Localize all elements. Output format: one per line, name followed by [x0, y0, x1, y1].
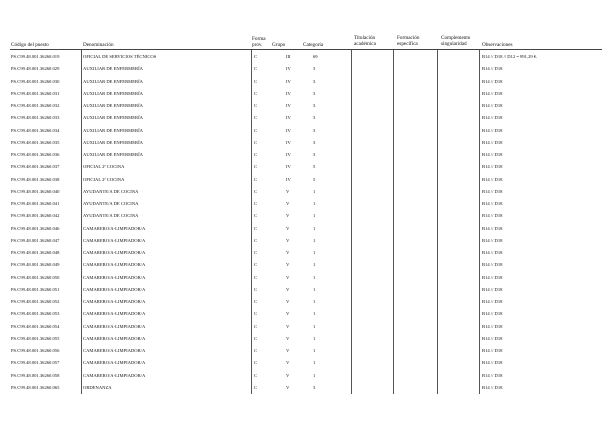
table-row — [0, 79, 615, 91]
observations-text: B14 // D18 — [482, 103, 503, 108]
provision-form: C — [254, 335, 258, 341]
position-code: PS.C99.48.001.36260.035 — [11, 139, 60, 145]
table-row — [0, 311, 615, 323]
position-name: AYUDANTE/A DE COCINA — [83, 213, 139, 219]
category-value: 1 — [313, 237, 316, 243]
provision-form: C — [254, 164, 258, 170]
position-name: AYUDANTE/A DE COCINA — [83, 201, 139, 206]
group-value: V — [286, 225, 290, 231]
provision-form: C — [254, 299, 258, 304]
position-name: AUXILIAR DE ENFERMERÍA — [83, 103, 143, 108]
position-code: PS.C99.48.001.36260.037 — [11, 164, 60, 170]
provision-form: C — [254, 237, 258, 243]
observations-text: B14 // D18 — [482, 262, 503, 268]
position-name: AUXILIAR DE ENFERMERÍA — [83, 115, 143, 121]
category-value: 3 — [313, 90, 316, 96]
observations-text: B14 // D18 — [482, 348, 503, 353]
group-value: III — [286, 54, 291, 59]
position-code: PS.C99.48.001.36260.030 — [11, 78, 60, 84]
table-row — [0, 299, 615, 311]
provision-form: C — [254, 152, 258, 157]
position-code: PS.C99.48.001.36260.048 — [11, 250, 60, 255]
group-value: IV — [286, 115, 291, 121]
group-value: V — [286, 201, 290, 206]
category-value: 1 — [313, 311, 316, 317]
position-code: PS.C99.48.001.36260.058 — [11, 372, 60, 378]
group-value: V — [286, 262, 290, 268]
observations-text: B14 // D18 — [482, 139, 503, 145]
category-value: 3 — [313, 78, 316, 84]
position-code: PS.C99.48.001.36260.036 — [11, 152, 60, 157]
group-value: V — [286, 250, 290, 255]
category-value: 3 — [313, 384, 316, 390]
observations-text: B14 // D18 — [482, 311, 503, 317]
header-rule — [10, 49, 602, 50]
group-value: V — [286, 274, 290, 280]
observations-text: B14 // D18 — [482, 115, 503, 121]
category-value: 1 — [313, 299, 316, 304]
group-value: IV — [286, 78, 291, 84]
category-value: 1 — [313, 348, 316, 353]
category-value: 1 — [313, 201, 316, 206]
position-code: PS.C99.48.001.36260.050 — [11, 274, 60, 280]
group-value: V — [286, 360, 290, 366]
provision-form: C — [254, 90, 258, 96]
provision-form: C — [254, 139, 258, 145]
table-row — [0, 385, 615, 397]
category-value: 1 — [313, 274, 316, 280]
header-categoria: Categoría — [303, 42, 324, 48]
provision-form: C — [254, 323, 258, 329]
position-name: CAMARERO/A-LIMPIADOR/A — [83, 299, 146, 304]
position-name: CAMARERO/A-LIMPIADOR/A — [83, 237, 146, 243]
position-name: CAMARERO/A-LIMPIADOR/A — [83, 372, 146, 378]
provision-form: C — [254, 360, 258, 366]
header-titulacion-line1: Titulación — [354, 35, 376, 41]
category-value: 3 — [313, 103, 316, 108]
group-value: V — [286, 311, 290, 317]
table-row — [0, 262, 615, 274]
group-value: IV — [286, 139, 291, 145]
observations-text: B14 // D18 — [482, 213, 503, 219]
header-codigo: Código del puesto — [11, 42, 49, 48]
provision-form: C — [254, 176, 258, 182]
position-name: AUXILIAR DE ENFERMERÍA — [83, 90, 143, 96]
position-code: PS.C99.48.001.36260.029 — [11, 66, 60, 72]
position-name: AUXILIAR DE ENFERMERÍA — [83, 152, 143, 157]
observations-text: B14 // D18 — [482, 323, 503, 329]
group-value: V — [286, 213, 290, 219]
observations-text: B14 // D18 — [482, 127, 503, 133]
group-value: IV — [286, 90, 291, 96]
group-value: V — [286, 188, 290, 194]
table-row — [0, 336, 615, 348]
group-value: IV — [286, 176, 291, 182]
observations-text: B14 // D18 — [482, 90, 503, 96]
position-code: PS.C99.48.001.36260.033 — [11, 115, 60, 121]
observations-text: B14 // D18 — [482, 78, 503, 84]
table-row — [0, 177, 615, 189]
group-value: V — [286, 299, 290, 304]
category-value: 69 — [313, 54, 318, 59]
observations-text: B14 // D18 — [482, 250, 503, 255]
position-code: PS.C99.48.001.36260.040 — [11, 188, 60, 194]
table-row — [0, 373, 615, 385]
category-value: 3 — [313, 152, 316, 157]
header-titulacion-line2: académica — [354, 41, 376, 47]
group-value: IV — [286, 127, 291, 133]
position-name: CAMARERO/A-LIMPIADOR/A — [83, 335, 146, 341]
provision-form: C — [254, 286, 258, 292]
position-code: PS.C99.48.001.36260.046 — [11, 225, 60, 231]
group-value: V — [286, 372, 290, 378]
category-value: 3 — [313, 139, 316, 145]
table-row — [0, 103, 615, 115]
group-value: V — [286, 286, 290, 292]
table-row — [0, 360, 615, 372]
position-name: CAMARERO/A-LIMPIADOR/A — [83, 360, 146, 366]
observations-text: B14 // D18 — [482, 335, 503, 341]
provision-form: C — [254, 348, 258, 353]
table-row — [0, 128, 615, 140]
category-value: 3 — [313, 66, 316, 72]
observations-text: B14 // D18 — [482, 360, 503, 366]
observations-text: B14 // D18 — [482, 188, 503, 194]
position-code: PS.C99.48.001.36260.054 — [11, 323, 60, 329]
category-value: 1 — [313, 262, 316, 268]
position-code: PS.C99.48.001.36260.034 — [11, 127, 60, 133]
observations-text: B14 // D18 — [482, 384, 503, 390]
table-row — [0, 287, 615, 299]
position-name: CAMARERO/A-LIMPIADOR/A — [83, 348, 146, 353]
position-code: PS.C99.48.001.36260.042 — [11, 213, 60, 219]
position-code: PS.C99.48.001.36260.049 — [11, 262, 60, 268]
observations-text: B14 // D18 — [482, 372, 503, 378]
position-name: OFICIAL DE SERVICIOS TÉCNICOS — [83, 54, 157, 59]
position-name: OFICIAL 2ª COCINA — [83, 164, 125, 170]
group-value: IV — [286, 103, 291, 108]
group-value: IV — [286, 152, 291, 157]
provision-form: C — [254, 78, 258, 84]
position-name: AUXILIAR DE ENFERMERÍA — [83, 139, 143, 145]
provision-form: C — [254, 54, 258, 59]
header-denominacion: Denominación — [83, 42, 114, 48]
observations-text: B14 // D18 — [482, 274, 503, 280]
position-name: CAMARERO/A-LIMPIADOR/A — [83, 250, 146, 255]
category-value: 5 — [313, 176, 316, 182]
category-value: 5 — [313, 164, 316, 170]
category-value: 3 — [313, 127, 316, 133]
position-name: AUXILIAR DE ENFERMERÍA — [83, 66, 143, 72]
position-name: CAMARERO/A-LIMPIADOR/A — [83, 286, 146, 292]
position-code: PS.C99.48.001.36260.047 — [11, 237, 60, 243]
category-value: 1 — [313, 188, 316, 194]
group-value: V — [286, 237, 290, 243]
position-name: ORDENANZA — [83, 384, 112, 390]
position-code: PS.C99.48.001.36260.065 — [11, 384, 60, 390]
provision-form: C — [254, 311, 258, 317]
header-forma-line1: Forma — [252, 36, 266, 42]
position-code: PS.C99.48.001.36260.041 — [11, 201, 60, 206]
table-row — [0, 164, 615, 176]
position-code: PS.C99.48.001.36260.057 — [11, 360, 60, 366]
position-name: CAMARERO/A-LIMPIADOR/A — [83, 311, 146, 317]
observations-text: B14 // D18 — [482, 201, 503, 206]
table-row — [0, 152, 615, 164]
provision-form: C — [254, 384, 258, 390]
header-forma-line2: prov. — [252, 42, 263, 48]
position-name: CAMARERO/A-LIMPIADOR/A — [83, 323, 146, 329]
observations-text: B14 // D18 — [482, 286, 503, 292]
position-code: PS.C99.48.001.36260.055 — [11, 335, 60, 341]
position-name: AUXILIAR DE ENFERMERÍA — [83, 78, 143, 84]
group-value: V — [286, 335, 290, 341]
header-observaciones: Observaciones — [482, 42, 513, 48]
position-name: CAMARERO/A-LIMPIADOR/A — [83, 262, 146, 268]
group-value: V — [286, 323, 290, 329]
table-row — [0, 201, 615, 213]
position-code: PS.C99.48.001.36260.053 — [11, 311, 60, 317]
category-value: 1 — [313, 323, 316, 329]
position-code: PS.C99.48.001.36260.056 — [11, 348, 60, 353]
category-value: 1 — [313, 286, 316, 292]
provision-form: C — [254, 250, 258, 255]
provision-form: C — [254, 213, 258, 219]
category-value: 1 — [313, 213, 316, 219]
position-name: OFICIAL 2ª COCINA — [83, 176, 125, 182]
position-name: CAMARERO/A-LIMPIADOR/A — [83, 225, 146, 231]
observations-text: B14 // D18 — [482, 237, 503, 243]
position-name: AUXILIAR DE ENFERMERÍA — [83, 127, 143, 133]
observations-text: B14 // D18 — [482, 66, 503, 72]
table-row — [0, 213, 615, 225]
table-row — [0, 238, 615, 250]
observations-text: B14 // D18 — [482, 299, 503, 304]
provision-form: C — [254, 274, 258, 280]
table-row — [0, 250, 615, 262]
category-value: 1 — [313, 250, 316, 255]
group-value: IV — [286, 164, 291, 170]
table-row — [0, 66, 615, 78]
table-row — [0, 140, 615, 152]
header-formacion-line2: específica — [397, 41, 418, 47]
header-complemento-line1: Complemento — [441, 35, 471, 41]
provision-form: C — [254, 188, 258, 194]
provision-form: C — [254, 201, 258, 206]
observations-text: B14 // D18 — [482, 225, 503, 231]
header-formacion-line1: Formación — [397, 35, 420, 41]
category-value: 3 — [313, 115, 316, 121]
category-value: 1 — [313, 372, 316, 378]
provision-form: C — [254, 372, 258, 378]
observations-text: B14 // D18 // D12 = 891,29 €. — [482, 54, 538, 59]
category-value: 1 — [313, 225, 316, 231]
table-row — [0, 54, 615, 66]
table-row — [0, 348, 615, 360]
table-row — [0, 226, 615, 238]
table-row — [0, 189, 615, 201]
position-code: PS.C99.48.001.36260.051 — [11, 286, 60, 292]
position-name: AYUDANTE/A DE COCINA — [83, 188, 139, 194]
table-row — [0, 115, 615, 127]
group-value: IV — [286, 66, 291, 72]
provision-form: C — [254, 262, 258, 268]
position-code: PS.C99.48.001.36260.038 — [11, 176, 60, 182]
provision-form: C — [254, 127, 258, 133]
header-grupo: Grupo — [272, 42, 286, 48]
observations-text: B14 // D18 — [482, 152, 503, 157]
table-row — [0, 324, 615, 336]
group-value: V — [286, 348, 290, 353]
observations-text: B14 // D18 — [482, 176, 503, 182]
position-code: PS.C99.48.001.36260.019 — [11, 54, 60, 59]
position-code: PS.C99.48.001.36260.032 — [11, 103, 60, 108]
provision-form: C — [254, 115, 258, 121]
position-name: CAMARERO/A-LIMPIADOR/A — [83, 274, 146, 280]
group-value: V — [286, 384, 290, 390]
position-code: PS.C99.48.001.36260.052 — [11, 299, 60, 304]
observations-text: B14 // D18 — [482, 164, 503, 170]
provision-form: C — [254, 225, 258, 231]
provision-form: C — [254, 103, 258, 108]
header-complemento-line2: singularidad — [441, 41, 467, 47]
table-row — [0, 275, 615, 287]
category-value: 1 — [313, 360, 316, 366]
provision-form: C — [254, 66, 258, 72]
category-value: 1 — [313, 335, 316, 341]
position-code: PS.C99.48.001.36260.031 — [11, 90, 60, 96]
table-row — [0, 91, 615, 103]
